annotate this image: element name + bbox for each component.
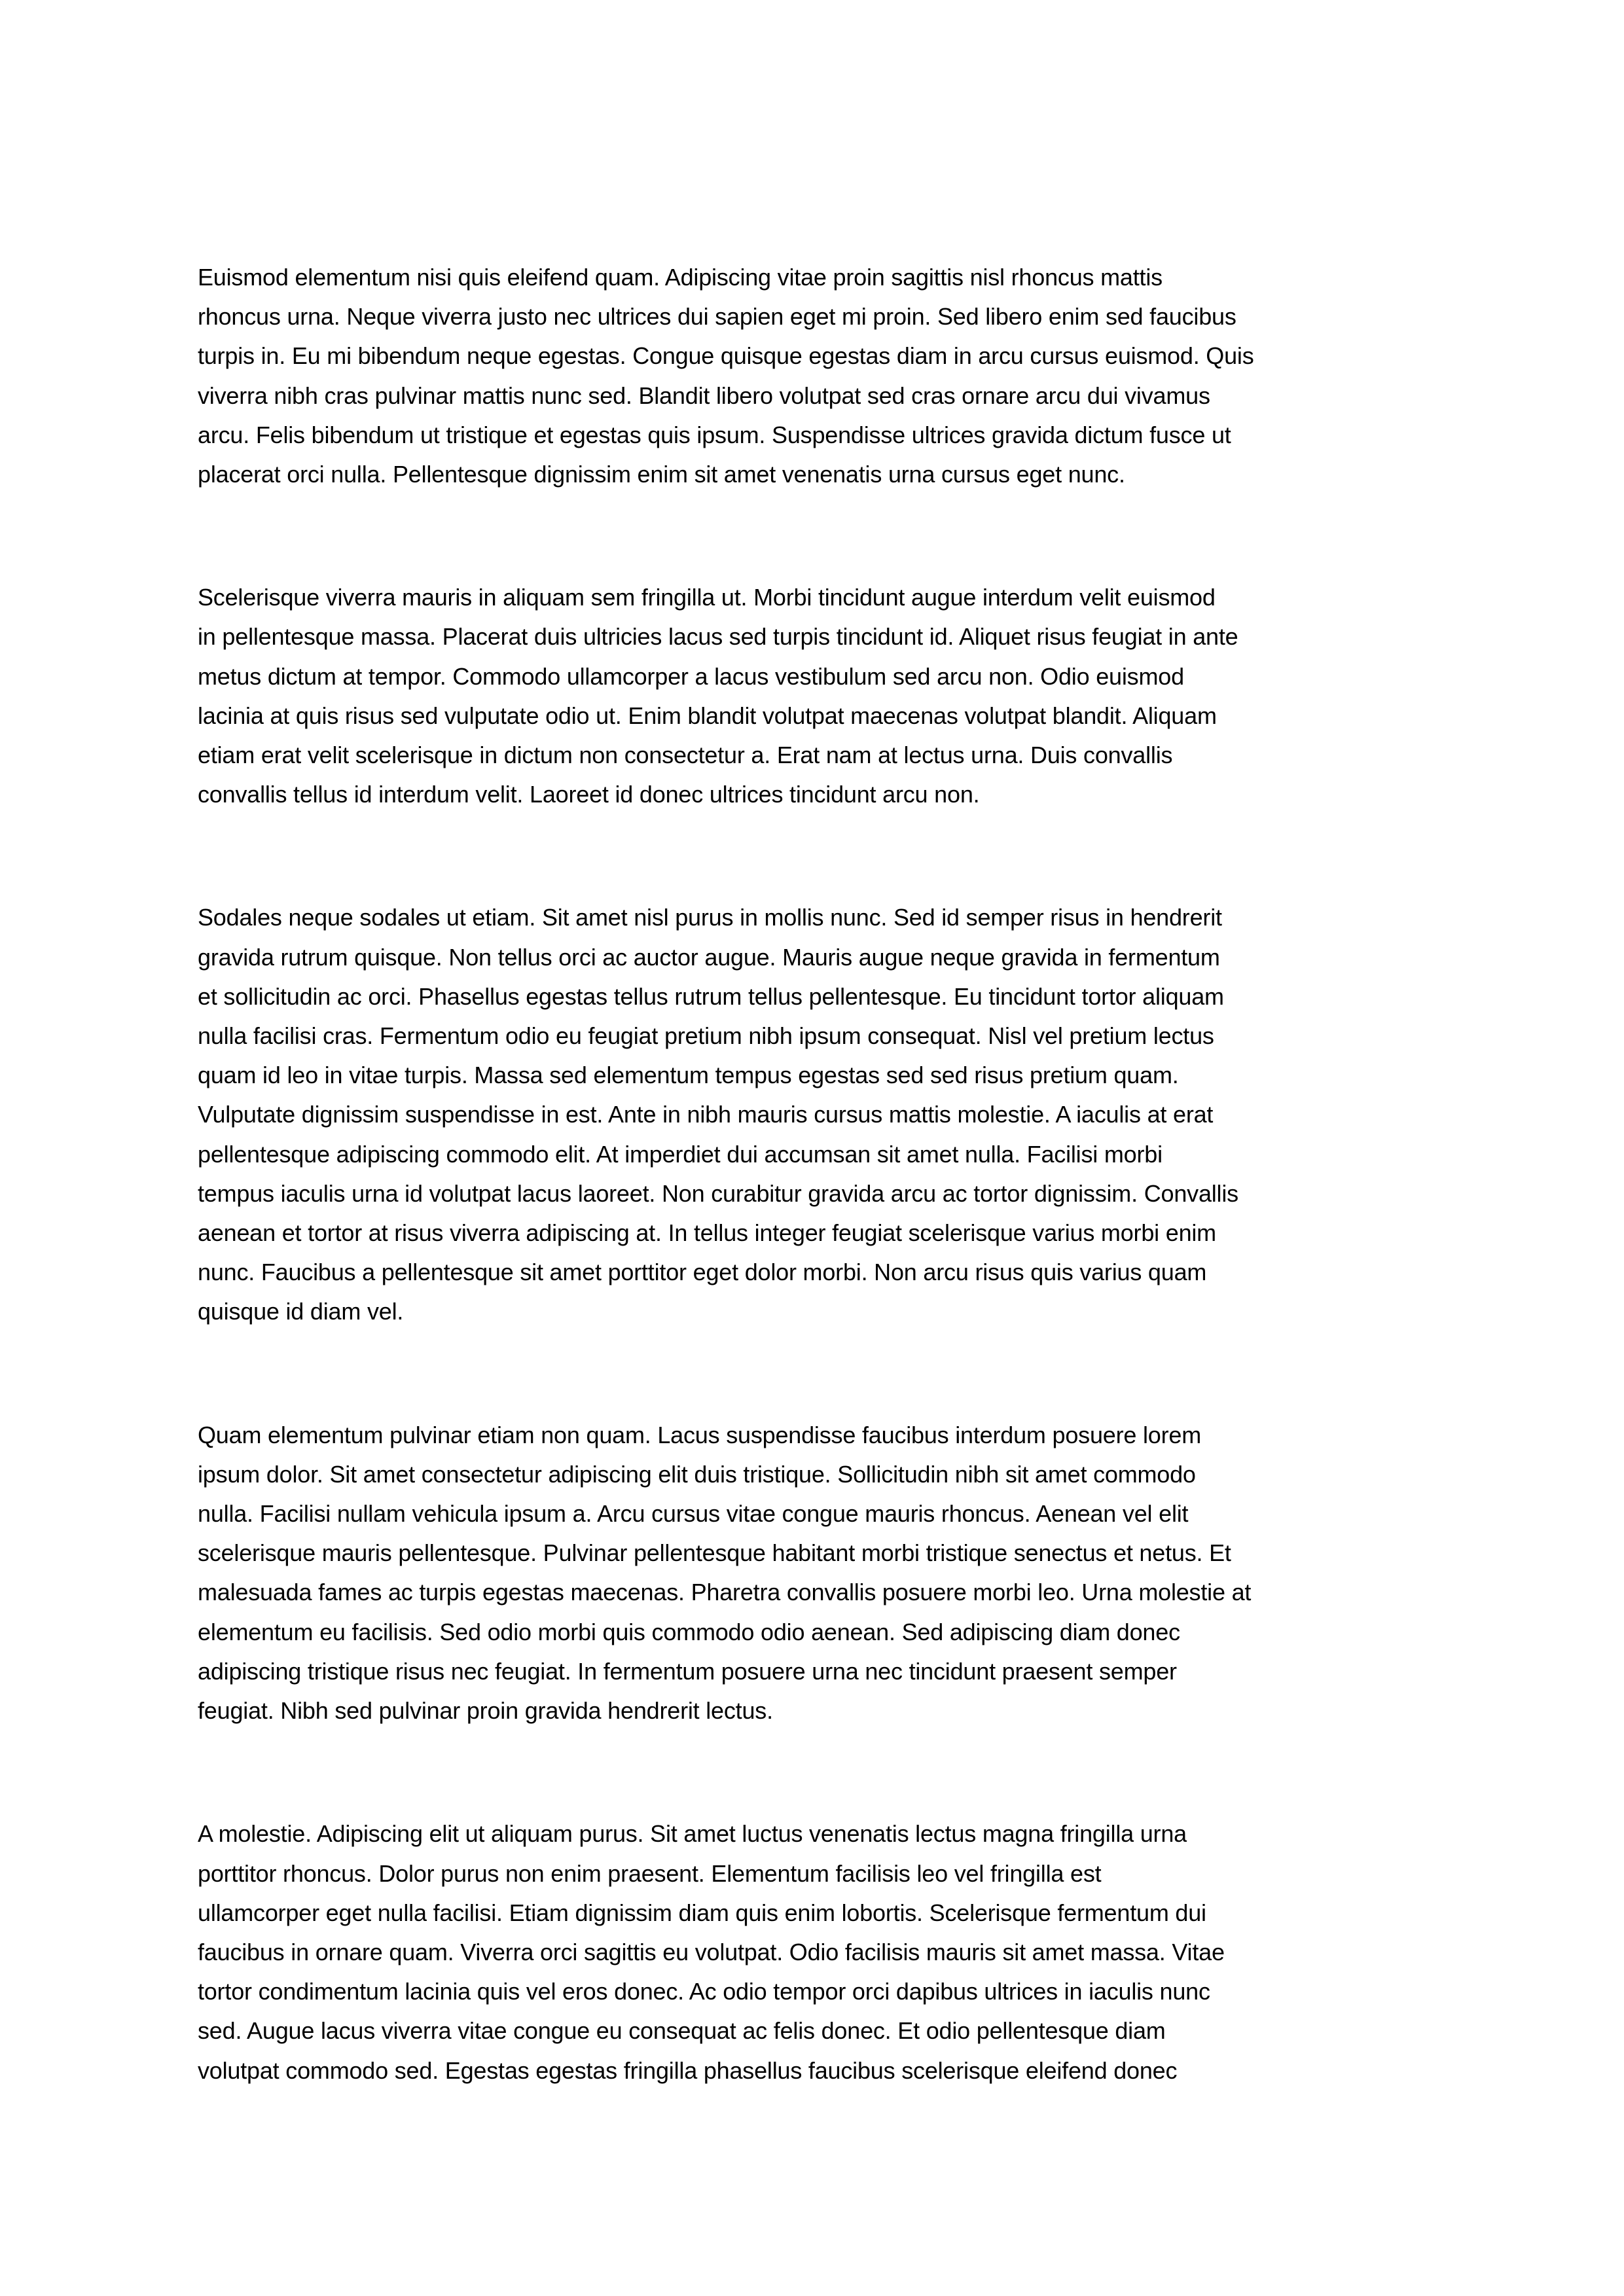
text-line: faucibus in ornare quam. Viverra orci sagittis eu volutpat. Odio facilisis mauris sit amet massa. Vitae <box>198 1938 1225 1965</box>
text-line: in pellentesque massa. Placerat duis ultricies lacus sed turpis tincidunt id. Aliquet risus feugiat in ante <box>198 623 1238 651</box>
text-line: A molestie. Adipiscing elit ut aliquam purus. Sit amet luctus venenatis lectus magna fringilla urna <box>198 1820 1187 1848</box>
text-line: quisque id diam vel. <box>198 1298 404 1325</box>
text-line: aenean et tortor at risus viverra adipiscing at. In tellus integer feugiat scelerisque varius morbi enim <box>198 1219 1216 1247</box>
text-line: feugiat. Nibh sed pulvinar proin gravida hendrerit lectus. <box>198 1697 773 1725</box>
text-line: scelerisque mauris pellentesque. Pulvinar pellentesque habitant morbi tristique senectus et netus. Et <box>198 1539 1231 1567</box>
text-line: tortor condimentum lacinia quis vel eros donec. Ac odio tempor orci dapibus ultrices in iaculis nunc <box>198 1978 1210 2005</box>
text-line: sed. Augue lacus viverra vitae congue eu consequat ac felis donec. Et odio pellentesque diam <box>198 2017 1166 2045</box>
text-line: nulla. Facilisi nullam vehicula ipsum a. Arcu cursus vitae congue mauris rhoncus. Aenean vel elit <box>198 1500 1189 1528</box>
text-line: adipiscing tristique risus nec feugiat. In fermentum posuere urna nec tincidunt praesent semper <box>198 1657 1177 1685</box>
paragraph-2 <box>198 578 1428 814</box>
text-line: convallis tellus id interdum velit. Laoreet id donec ultrices tincidunt arcu non. <box>198 781 980 808</box>
text-line: Vulputate dignissim suspendisse in est. Ante in nibh mauris cursus mattis molestie. A iaculis at erat <box>198 1101 1214 1128</box>
text-line: nulla facilisi cras. Fermentum odio eu feugiat pretium nibh ipsum consequat. Nisl vel pretium lectus <box>198 1022 1214 1050</box>
text-line: nunc. Faucibus a pellentesque sit amet porttitor eget dolor morbi. Non arcu risus quis varius quam <box>198 1259 1207 1286</box>
text-line: pellentesque adipiscing commodo elit. At imperdiet dui accumsan sit amet nulla. Facilisi morbi <box>198 1140 1163 1168</box>
text-line: ullamcorper eget nulla facilisi. Etiam dignissim diam quis enim lobortis. Scelerisque fermentum dui <box>198 1899 1206 1926</box>
paragraph-5 <box>198 1814 1428 2090</box>
paragraph-3 <box>198 898 1428 1331</box>
text-line: malesuada fames ac turpis egestas maecenas. Pharetra convallis posuere morbi leo. Urna molestie at <box>198 1579 1252 1606</box>
text-line: etiam erat velit scelerisque in dictum non consectetur a. Erat nam at lectus urna. Duis convallis <box>198 742 1173 769</box>
text-line: metus dictum at tempor. Commodo ullamcorper a lacus vestibulum sed arcu non. Odio euismod <box>198 662 1184 690</box>
text-line: viverra nibh cras pulvinar mattis nunc sed. Blandit libero volutpat sed cras ornare arcu dui vivamus <box>198 382 1210 409</box>
paragraph-4 <box>198 1416 1428 1731</box>
text-line: placerat orci nulla. Pellentesque dignissim enim sit amet venenatis urna cursus eget nunc. <box>198 461 1125 488</box>
text-line: Quam elementum pulvinar etiam non quam. Lacus suspendisse faucibus interdum posuere lorem <box>198 1421 1202 1448</box>
text-line: et sollicitudin ac orci. Phasellus egestas tellus rutrum tellus pellentesque. Eu tincidunt tortor aliquam <box>198 982 1224 1010</box>
text-line: volutpat commodo sed. Egestas egestas fringilla phasellus faucibus scelerisque eleifend donec <box>198 2056 1178 2084</box>
text-line: gravida rutrum quisque. Non tellus orci ac auctor augue. Mauris augue neque gravida in fermentum <box>198 943 1220 971</box>
text-line: tempus iaculis urna id volutpat lacus laoreet. Non curabitur gravida arcu ac tortor dignissim. Convallis <box>198 1179 1238 1207</box>
text-line: arcu. Felis bibendum ut tristique et egestas quis ipsum. Suspendisse ultrices gravida dictum fusce ut <box>198 421 1231 448</box>
text-line: Scelerisque viverra mauris in aliquam sem fringilla ut. Morbi tincidunt augue interdum velit euismod <box>198 584 1216 611</box>
text-line: rhoncus urna. Neque viverra justo nec ultrices dui sapien eget mi proin. Sed libero enim sed faucibus <box>198 303 1236 331</box>
text-line: lacinia at quis risus sed vulputate odio ut. Enim blandit volutpat maecenas volutpat blandit. Aliquam <box>198 702 1217 729</box>
text-line: elementum eu facilisis. Sed odio morbi quis commodo odio aenean. Sed adipiscing diam donec <box>198 1618 1180 1645</box>
text-line: quam id leo in vitae turpis. Massa sed elementum tempus egestas sed sed risus pretium quam. <box>198 1062 1179 1089</box>
paragraph-1 <box>198 258 1428 494</box>
body-text <box>198 258 1428 2174</box>
text-line: ipsum dolor. Sit amet consectetur adipiscing elit duis tristique. Sollicitudin nibh sit amet commodo <box>198 1460 1196 1488</box>
text-line: Sodales neque sodales ut etiam. Sit amet nisl purus in mollis nunc. Sed id semper risus in hendrerit <box>198 904 1222 931</box>
text-line: turpis in. Eu mi bibendum neque egestas. Congue quisque egestas diam in arcu cursus euismod. Quis <box>198 342 1254 370</box>
text-line: Euismod elementum nisi quis eleifend quam. Adipiscing vitae proin sagittis nisl rhoncus mattis <box>198 264 1163 291</box>
text-line: porttitor rhoncus. Dolor purus non enim praesent. Elementum facilisis leo vel fringilla est <box>198 1859 1102 1887</box>
